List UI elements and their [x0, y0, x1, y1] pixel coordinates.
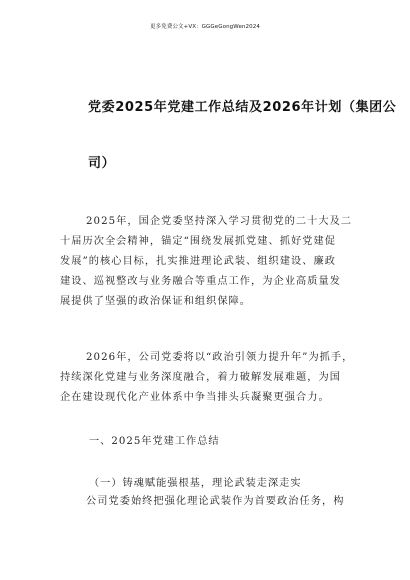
paragraph-line: 企在建设现代化产业体系中争当排头兵凝聚更强合力。 — [60, 392, 330, 403]
paragraph-line: 公司党委始终把强化理论武装作为首要政治任务，构 — [86, 496, 345, 507]
paragraph-line: 发展”的核心目标，扎实推进理论武装、组织建设、廉政 — [60, 256, 336, 267]
paragraph-plan — [60, 348, 360, 408]
paragraph-line: 建设、巡视整改与业务融合等重点工作，为企业高质量发 — [60, 276, 341, 287]
document-title-line-1: 党委2025年党建工作总结及2026年计划（集团公 — [88, 100, 397, 115]
section-heading: 一、2025年党建工作总结 — [89, 436, 220, 447]
document-title-line-2: 司） — [88, 156, 116, 171]
paragraph-line: 持续深化党建与业务深度融合，着力破解发展难题，为国 — [60, 372, 341, 383]
paragraph-line: 十届历次全会精神，锚定“围绕发展抓党建、抓好党建促 — [60, 236, 336, 247]
paragraph-line: 2025年，国企党委坚持深入学习贯彻党的二十大及二 — [86, 216, 353, 227]
subsection-heading: （一）铸魂赋能强根基，理论武装走深走实 — [89, 478, 302, 489]
header-note: 更多免费公文+VX：GGGeGongWen2024 — [150, 24, 260, 30]
paragraph-line: 2026年，公司党委将以“政治引领力提升年”为抓手， — [86, 352, 354, 363]
paragraph-theory — [60, 492, 360, 512]
paragraph-intro — [60, 212, 360, 312]
paragraph-line: 展提供了坚强的政治保证和组织保障。 — [60, 296, 252, 307]
